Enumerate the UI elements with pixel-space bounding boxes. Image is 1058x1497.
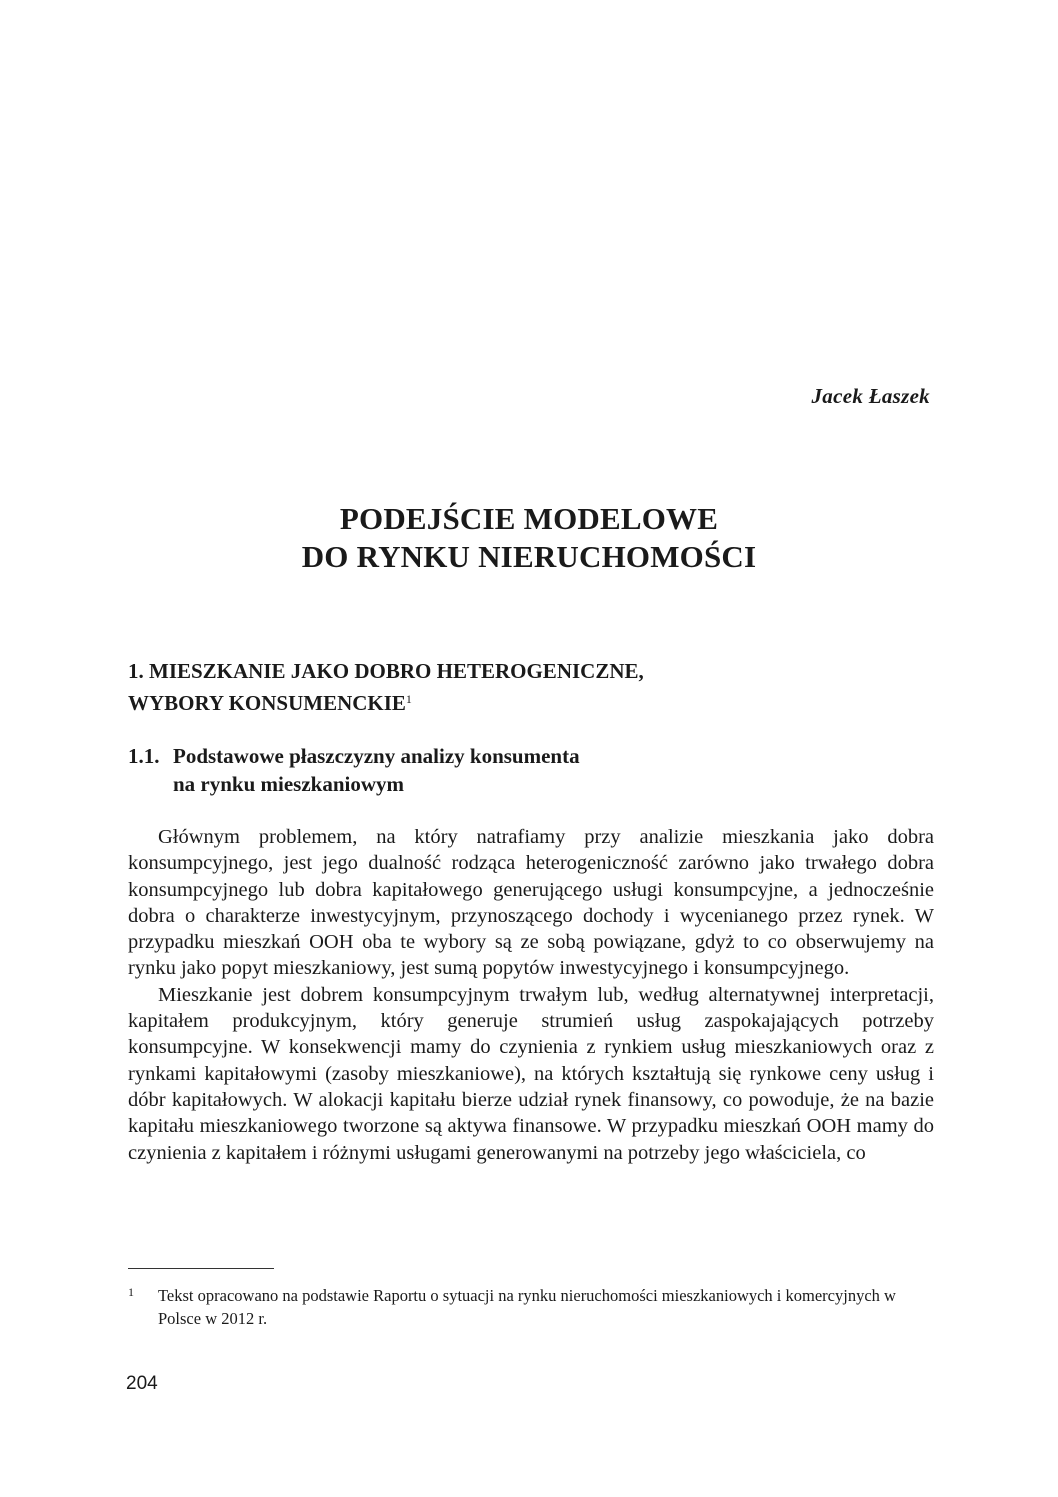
paragraph: Głównym problemem, na który natrafiamy przy analizie mieszkania jako dobra konsumpcyjnego, jest jego dualność rodząca heterogeniczność zarówno jako trwałego dobra konsumpcyjnego lub dobra kapitałowego generującego usługi konsumpcyjne, a jednocześnie dobra o charakterze inwestycyjnym, przynoszącego dochody i wycenianego przez rynek. W przypadku mieszkań OOH oba te wybory są ze sobą powiązane, gdyż to co obserwujemy na rynku jako popyt mieszkaniowy, jest sumą popytów inwestycyjnego i konsumpcyjnego. [128,826,934,980]
page-number: 204 [126,1373,158,1394]
footnote-reference[interactable]: 1 [405,692,412,706]
chapter-title-line-1: PODEJŚCIE MODELOWE [339,501,719,536]
chapter-title-line-2: DO RYNKU NIERUCHOMOŚCI [301,539,757,574]
subsection-number: 1.1. [128,744,160,768]
footnote-mark: 1 [128,1285,134,1299]
body-text [128,824,934,1166]
section-heading-1 [128,657,644,717]
author-name: Jacek Łaszek [811,384,930,408]
section-heading-1-line-1: 1. MIESZKANIE JAKO DOBRO HETEROGENICZNE, [128,659,644,683]
paragraph: Mieszkanie jest dobrem konsumpcyjnym trwałym lub, według alternatywnej interpretacji, kapitałem produkcyjnym, który generuje strumień usług zaspokajających potrzeby konsumpcyjne. W konsekwencji mamy do czynienia z rynkiem usług mieszkaniowych oraz z rynkami kapitałowymi (zasoby mieszkaniowe), na których kształtują się rynkowe ceny usług i dóbr kapitałowych. W alokacji kapitału bierze udział rynek finansowy, co powoduje, że na bazie kapitału mieszkaniowego tworzone są aktywa finansowe. W przypadku mieszkań OOH mamy do czynienia z kapitałem i różnymi usługami generowanymi na potrzeby jego właściciela, co [128,983,934,1164]
footnote-text: Tekst opracowano na podstawie Raportu o sytuacji na rynku nieruchomości mieszkaniowych i komercyjnych w Polsce w 2012 r. [158,1286,896,1328]
section-heading-1-line-2-text: WYBORY KONSUMENCKIE [128,691,406,715]
subsection-heading-line-1 [128,742,580,770]
footnote-divider [128,1268,274,1269]
subsection-title-line-2: na rynku mieszkaniowym [173,772,405,796]
chapter-title [0,500,1058,576]
footnote [128,1284,934,1330]
subsection-title-line-1: Podstawowe płaszczyzny analizy konsumenta [173,744,580,768]
subsection-heading-1-1 [128,742,580,798]
section-heading-1-line-2 [128,685,644,717]
